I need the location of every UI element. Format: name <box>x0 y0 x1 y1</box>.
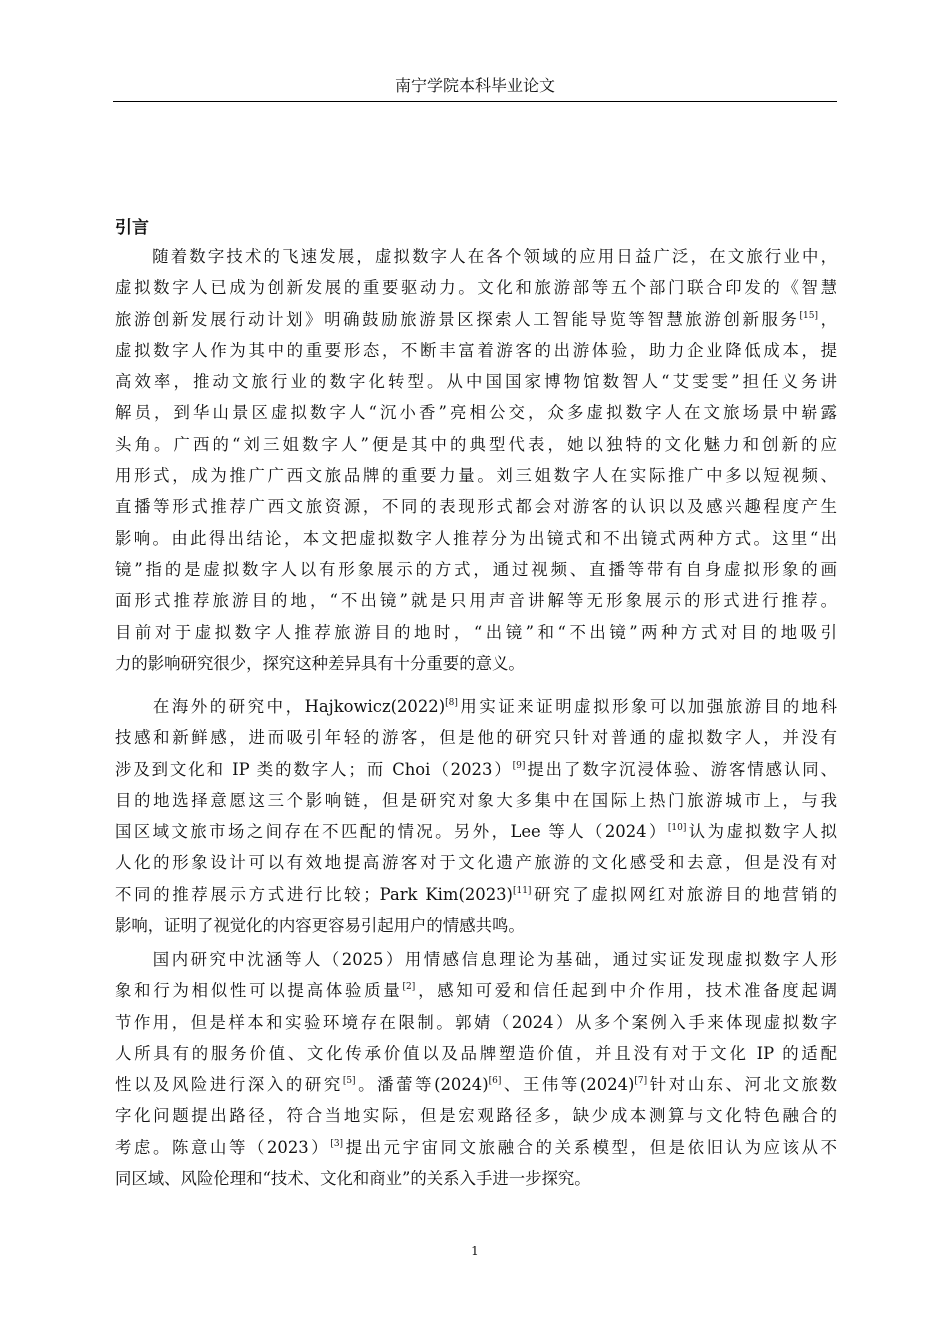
text-line: 性以及风险进行深入的研究[5]。潘蕾等(2024)[6]、王伟等(2024)[7]针对山东、河北文旅数 <box>115 1075 837 1095</box>
page-number: 1 <box>471 1244 479 1258</box>
citation-marker: [9] <box>512 760 526 771</box>
text-line: 涉及到文化和 IP 类的数字人；而 Choi（2023）[9]提出了数字沉浸体验、游客情感认同、 <box>115 759 837 779</box>
text-line: 目前对于虚拟数字人推荐旅游目的地时，“出镜”和“不出镜”两种方式对目的地吸引 <box>115 622 837 642</box>
running-header: 南宁学院本科毕业论文 <box>394 76 555 95</box>
header-rule <box>113 101 837 102</box>
text-line: 解员，到华山景区虚拟数字人“沉小香”亮相公交，众多虚拟数字人在文旅场景中崭露 <box>115 403 837 423</box>
citation-marker: [5] <box>342 1076 356 1087</box>
citation-marker: [8] <box>445 698 458 708</box>
text-line: 在海外的研究中，Hajkowicz(2022)[8]用实证来证明虚拟形象可以加强旅游目的地科 <box>115 697 837 716</box>
text-line: 目的地选择意愿这三个影响链，但是研究对象大多集中在国际上热门旅游城市上，与我 <box>115 790 837 810</box>
citation-marker: [6] <box>488 1076 502 1087</box>
text-line: 国内研究中沈涵等人（2025）用情感信息理论为基础，通过实证发现虚拟数字人形 <box>115 950 837 969</box>
section-heading: 引言 <box>115 218 149 238</box>
citation-marker: [15] <box>799 310 818 321</box>
paragraph-3 <box>115 944 837 1194</box>
paragraph-1 <box>115 241 837 679</box>
text-line: 国区域文旅市场之间存在不匹配的情况。另外，Lee 等人（2024）[10]认为虚拟数字人拟 <box>115 822 837 842</box>
text-line: 旅游创新发展行动计划》明确鼓励旅游景区探索人工智能导览等智慧旅游创新服务[15]， <box>115 309 837 329</box>
text-line: 镜”指的是虚拟数字人以有形象展示的方式，通过视频、直播等带有自身虚拟形象的画 <box>115 559 837 579</box>
text-line: 字化问题提出路径，符合当地实际，但是宏观路径多，缺少成本测算与文化特色融合的 <box>115 1106 837 1126</box>
text-line: 技感和新鲜感，进而吸引年轻的游客，但是他的研究只针对普通的虚拟数字人，并没有 <box>115 728 837 748</box>
text-line: 头角。广西的“刘三姐数字人”便是其中的典型代表，她以独特的文化魅力和创新的应 <box>115 434 837 454</box>
text-line: 直播等形式推荐广西文旅资源，不同的表现形式都会对游客的认识以及感兴趣程度产生 <box>115 497 837 517</box>
text-line: 人所具有的服务价值、文化传承价值以及品牌塑造价值，并且没有对于文化 IP 的适配 <box>115 1043 837 1063</box>
text-line: 随着数字技术的飞速发展，虚拟数字人在各个领域的应用日益广泛，在文旅行业中， <box>115 247 837 266</box>
citation-marker: [11] <box>512 885 532 896</box>
paragraph-2 <box>115 691 837 941</box>
text-line: 节作用，但是样本和实验环境存在限制。郭婧（2024）从多个案例入手来体现虚拟数字 <box>115 1012 837 1032</box>
text-line: 不同的推荐展示方式进行比较；Park Kim(2023)[11]研究了虚拟网红对旅游目的地营销的 <box>115 884 838 904</box>
citation-marker: [7] <box>634 1076 648 1087</box>
text-line: 面形式推荐旅游目的地，“不出镜”就是只用声音讲解等无形象展示的形式进行推荐。 <box>115 591 837 611</box>
text-line: 用形式，成为推广广西文旅品牌的重要力量。刘三姐数字人在实际推广中多以短视频、 <box>115 466 837 486</box>
text-line: 同区域、风险伦理和“技术、文化和商业”的关系入手进一步探究。 <box>115 1169 591 1189</box>
text-line: 虚拟数字人作为其中的重要形态，不断丰富着游客的出游体验，助力企业降低成本，提 <box>115 340 837 360</box>
text-line: 考虑。陈意山等（2023）[3]提出元宇宙同文旅融合的关系模型，但是依旧认为应该从不 <box>115 1137 838 1157</box>
citation-marker: [2] <box>402 982 416 993</box>
text-line: 虚拟数字人已成为创新发展的重要驱动力。文化和旅游部等五个部门联合印发的《智慧 <box>115 278 837 298</box>
text-line: 力的影响研究很少，探究这种差异具有十分重要的意义。 <box>115 653 525 673</box>
citation-marker: [3] <box>330 1138 344 1149</box>
citation-marker: [10] <box>667 823 687 834</box>
text-line: 人化的形象设计可以有效地提高游客对于文化遗产旅游的文化感受和去意，但是没有对 <box>115 853 837 873</box>
text-line: 影响，证明了视觉化的内容更容易引起用户的情感共鸣。 <box>115 916 525 936</box>
text-line: 影响。由此得出结论，本文把虚拟数字人推荐分为出镜式和不出镜式两种方式。这里“出 <box>115 528 837 548</box>
text-line: 象和行为相似性可以提高体验质量[2]，感知可爱和信任起到中介作用，技术准备度起调 <box>115 981 838 1001</box>
text-line: 高效率，推动文旅行业的数字化转型。从中国国家博物馆数智人“艾雯雯”担任义务讲 <box>115 372 837 392</box>
